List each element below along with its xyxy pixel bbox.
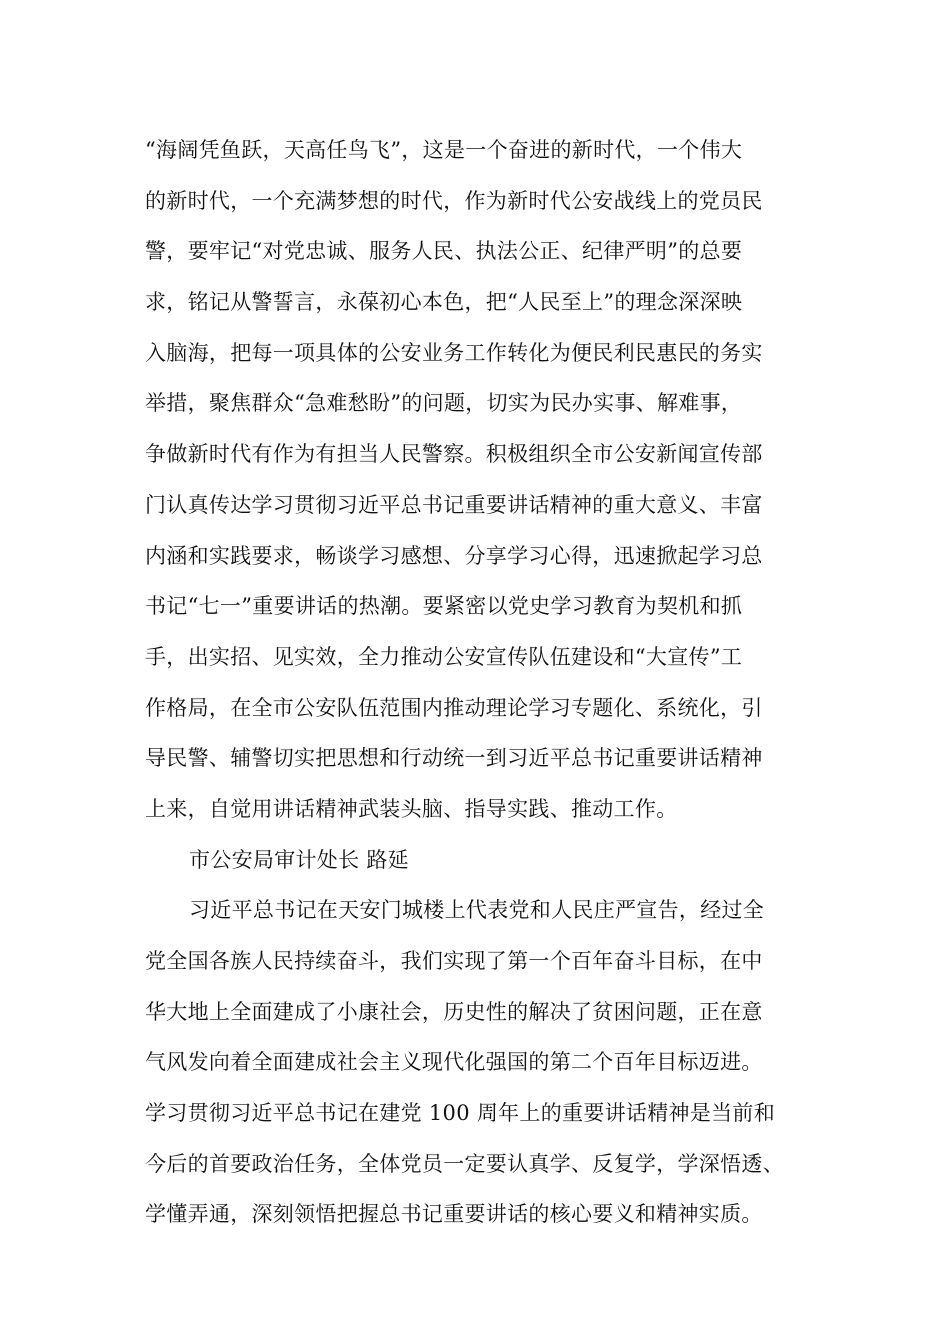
text-line: 手，出实招、见实效，全力推动公安宣传队伍建设和“大宣传”工 <box>145 644 743 669</box>
text-line: “海阔凭鱼跃，天高任鸟飞”，这是一个奋进的新时代，一个伟大 <box>145 138 743 162</box>
text-line: 党全国各族人民持续奋斗，我们实现了第一个百年奋斗目标，在中 <box>145 949 763 973</box>
text-line: 的新时代，一个充满梦想的时代，作为新时代公安战线上的党员民 <box>145 188 763 213</box>
text-line: 书记“七一”重要讲话的热潮。要紧密以党史学习教育为契机和抓 <box>145 594 743 619</box>
text-line: 举措，聚焦群众“急难愁盼”的问题，切实为民办实事、解难事， <box>145 391 743 416</box>
author-line: 市公安局审计处长 路延 <box>189 847 409 872</box>
text-line: 警，要牢记“对党忠诚、服务人民、执法公正、纪律严明”的总要 <box>145 239 743 264</box>
text-line: 今后的首要政治任务，全体党员一定要认真学、反复学，学深悟透、 <box>145 1151 784 1176</box>
text-line: 求，铭记从警誓言，永葆初心本色，把“人民至上”的理念深深映 <box>145 290 743 315</box>
text-line: 内涵和实践要求，畅谈学习感想、分享学习心得，迅速掀起学习总 <box>145 543 763 568</box>
text-line: 气风发向着全面建成社会主义现代化强国的第二个百年目标迈进。 <box>145 1050 763 1075</box>
text-line: 导民警、辅警切实把思想和行动统一到习近平总书记重要讲话精神 <box>145 746 763 771</box>
text-line: 习近平总书记在天安门城楼上代表党和人民庄严宣告，经过全 <box>189 898 765 923</box>
text-line: 学习贯彻习近平总书记在建党 100 周年上的重要讲话精神是当前和 <box>145 1101 776 1126</box>
text-line: 门认真传达学习贯彻习近平总书记重要讲话精神的重大意义、丰富 <box>145 492 763 517</box>
text-line: 争做新时代有作为有担当人民警察。积极组织全市公安新闻宣传部 <box>145 442 763 467</box>
text-line: 入脑海，把每一项具体的公安业务工作转化为便民利民惠民的务实 <box>145 340 763 365</box>
text-line: 华大地上全面建成了小康社会，历史性的解决了贫困问题，正在意 <box>145 999 763 1024</box>
text-line: 作格局，在全市公安队伍范围内推动理论学习专题化、系统化，引 <box>145 695 763 720</box>
text-line: 学懂弄通，深刻领悟把握总书记重要讲话的核心要义和精神实质。 <box>145 1202 763 1227</box>
document-body <box>145 125 825 1240</box>
text-line: 上来，自觉用讲话精神武装头脑、指导实践、推动工作。 <box>145 796 678 821</box>
